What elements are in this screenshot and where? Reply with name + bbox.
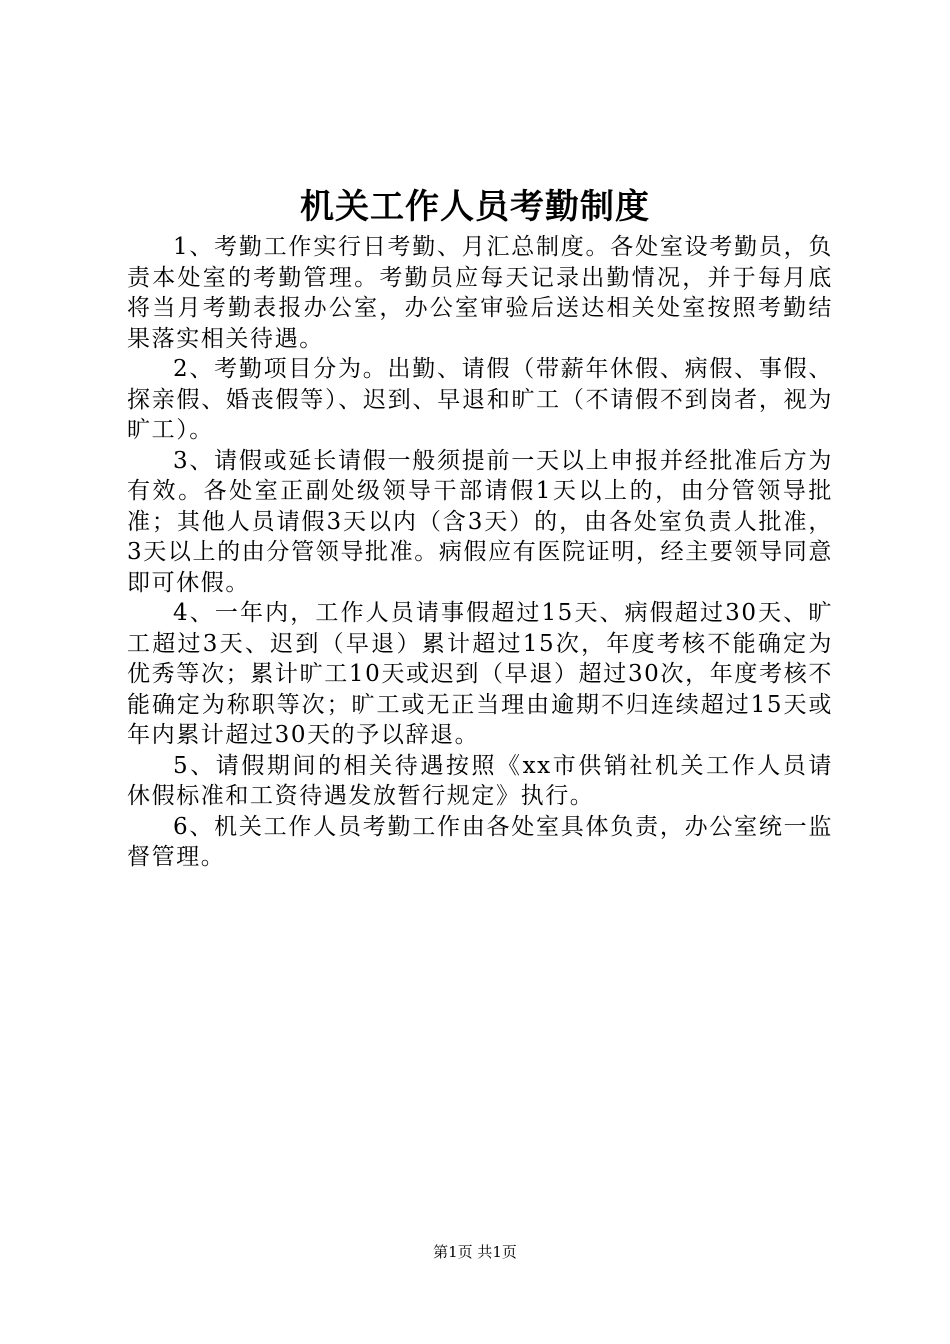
paragraph-4: 4、一年内，工作人员请事假超过15天、病假超过30天、旷工超过3天、迟到（早退）累计超过15次，年度考核不能确定为优秀等次；累计旷工10天或迟到（早退）超过30次，年度考核不能确定为称职等次；旷工或无正当理由逾期不归连续超过15天或年内累计超过30天的予以辞退。 bbox=[127, 600, 833, 748]
paragraph-2: 2、考勤项目分为。出勤、请假（带薪年休假、病假、事假、探亲假、婚丧假等）、迟到、早退和旷工（不请假不到岗者，视为旷工）。 bbox=[127, 356, 833, 443]
paragraph-3: 3、请假或延长请假一般须提前一天以上申报并经批准后方为有效。各处室正副处级领导干部请假1天以上的，由分管领导批准；其他人员请假3天以内（含3天）的，由各处室负责人批准，3天以上的由分管领导批准。病假应有医院证明，经主要领导同意即可休假。 bbox=[127, 447, 833, 596]
document-body bbox=[127, 232, 833, 873]
paragraph-6: 6、机关工作人员考勤工作由各处室具体负责，办公室统一监督管理。 bbox=[127, 813, 833, 870]
document-title: 机关工作人员考勤制度 bbox=[300, 187, 650, 227]
page-footer: 第1页 共1页 bbox=[433, 1243, 517, 1261]
paragraph-1: 1、考勤工作实行日考勤、月汇总制度。各处室设考勤员，负责本处室的考勤管理。考勤员应每天记录出勤情况，并于每月底将当月考勤表报办公室，办公室审验后送达相关处室按照考勤结果落实相关待遇。 bbox=[127, 234, 833, 352]
paragraph-5: 5、请假期间的相关待遇按照《xx市供销社机关工作人员请休假标准和工资待遇发放暂行规定》执行。 bbox=[127, 752, 833, 809]
